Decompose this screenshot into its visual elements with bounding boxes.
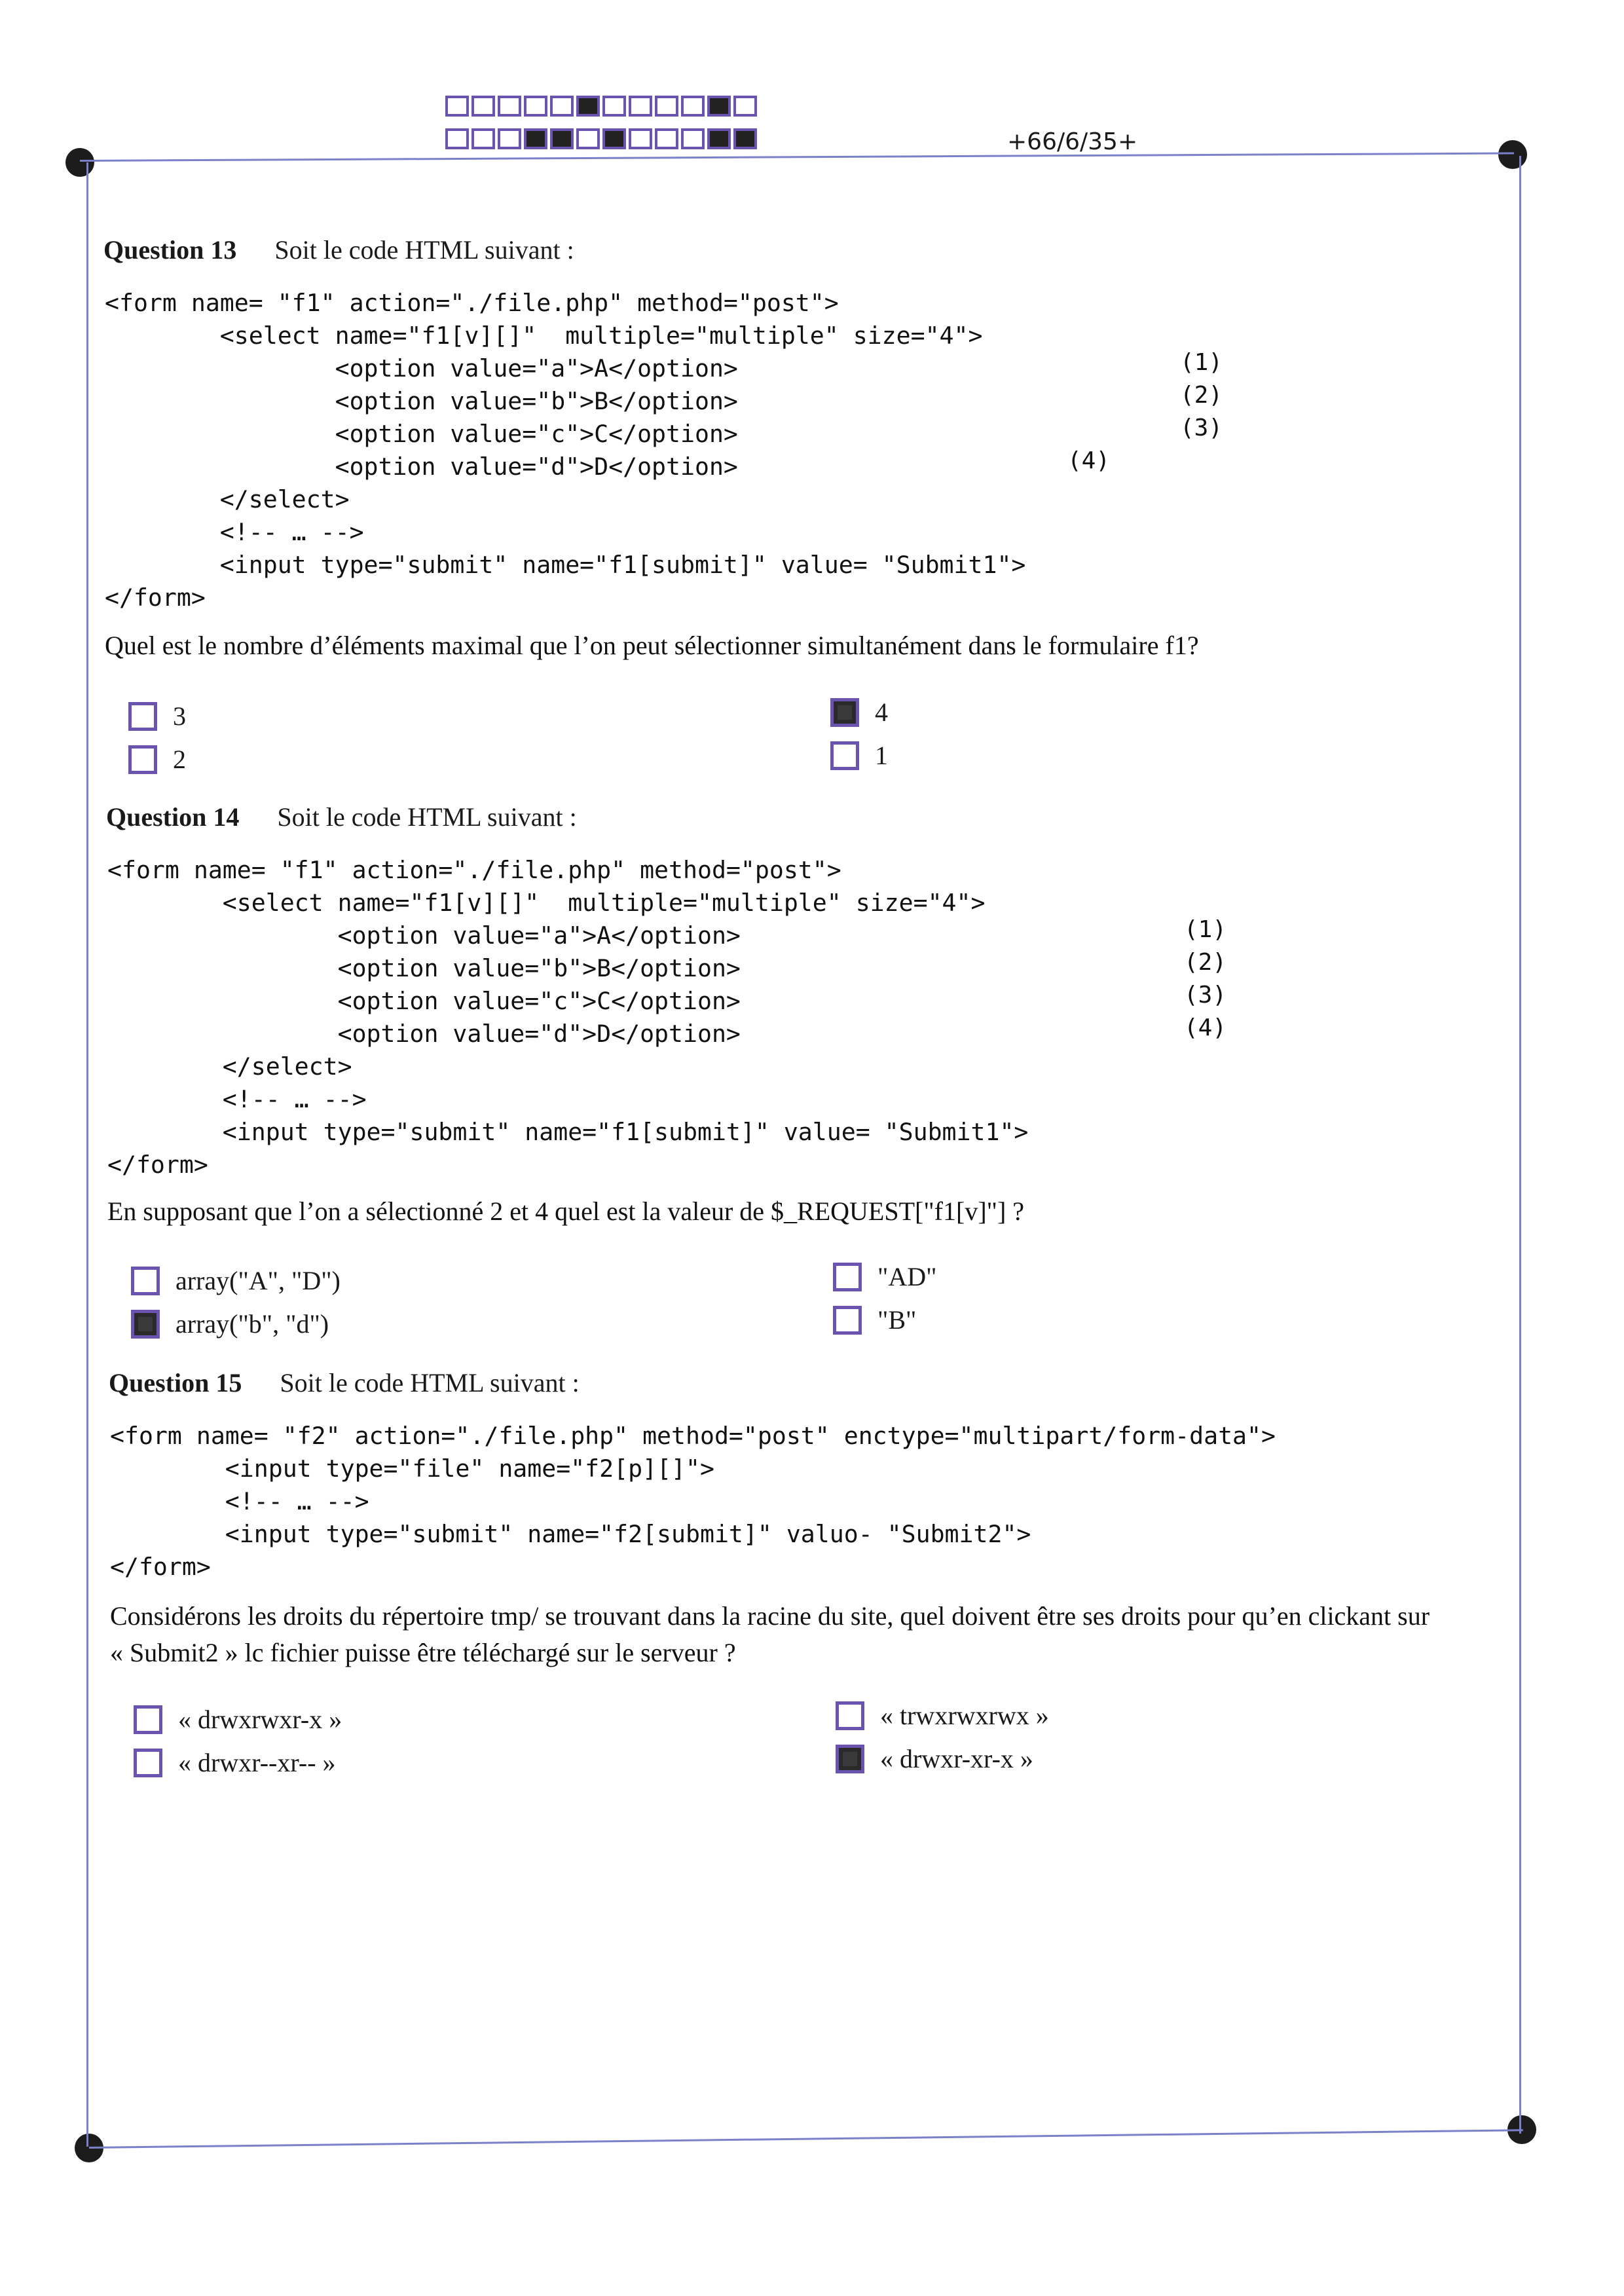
option-label: array("b", "d") [175,1309,329,1339]
question-13-prompt: Quel est le nombre d’éléments maximal que l’on peut sélectionner simultanément dans le formulaire f1? [105,631,1199,660]
barcode-cell [629,96,652,117]
option-label: "AD" [877,1262,937,1291]
checkbox[interactable] [833,1306,862,1335]
barcode-cell [498,96,521,117]
checkbox[interactable] [134,1705,162,1734]
barcode-cell [445,128,469,149]
option-marker: (2) [1180,382,1223,409]
option-marker: (1) [1180,349,1223,376]
barcode-cell [629,128,652,149]
answer-option[interactable] [836,1700,1049,1731]
barcode-cell [524,128,547,149]
barcode-cell [602,128,626,149]
barcode-cell [550,96,574,117]
barcode-cell [681,96,705,117]
question-15-prompt-line-1: Considérons les droits du répertoire tmp/ se trouvant dans la racine du site, quel doivent être ses droits pour qu’en clickant sur [110,1601,1430,1631]
checkbox[interactable] [836,1745,864,1773]
barcode-cell [576,96,600,117]
barcode-cell [550,128,574,149]
question-intro: Soit le code HTML suivant : [280,1368,580,1398]
option-label: array("A", "D") [175,1266,341,1295]
answer-option[interactable] [833,1261,936,1292]
answer-option[interactable] [830,697,888,728]
barcode-cell [707,96,731,117]
answer-option[interactable] [131,1308,329,1339]
option-label: « drwxrwxr-x » [178,1705,342,1734]
question-number: Question 15 [109,1368,242,1398]
checkbox[interactable] [830,698,859,727]
option-label: « drwxr--xr-- » [178,1748,336,1777]
barcode-cell [471,96,495,117]
barcode-cell [733,128,757,149]
checkbox[interactable] [128,745,157,774]
question-13-code: <form name= "f1" action="./file.php" method="post"> <select name="f1[v][]" multiple="multiple" size="4"> <option value="a">A</option> <option value="b">B</option> <option value="c">C</option> <option value="d">D</option> </select> <!-- … --> <input type="submit" name="f1[submit]" value= "Submit1"> </form> [105,289,1026,612]
question-14-heading [106,802,577,832]
answer-option[interactable] [128,744,186,775]
option-marker: (1) [1184,916,1227,943]
corner-mark-top-right [1498,140,1527,169]
barcode-cell [576,128,600,149]
option-marker: (3) [1180,415,1223,441]
barcode-cell [602,96,626,117]
option-label: « drwxr-xr-x » [880,1744,1033,1773]
answer-option[interactable] [833,1305,916,1335]
barcode-cell [655,128,678,149]
option-marker: (4) [1067,447,1111,474]
question-15-heading [109,1367,580,1398]
barcode-row-1 [445,96,760,117]
checkbox[interactable] [830,741,859,770]
barcode-row-2 [445,128,760,149]
barcode-cell [471,128,495,149]
checkbox[interactable] [134,1749,162,1777]
answer-option[interactable] [836,1743,1033,1774]
answer-option[interactable] [134,1704,342,1735]
frame-right [1519,156,1521,2134]
checkbox[interactable] [131,1267,160,1295]
answer-option[interactable] [128,701,186,731]
option-label: 3 [173,701,186,731]
option-label: 1 [875,741,888,770]
question-intro: Soit le code HTML suivant : [277,802,577,832]
answer-option[interactable] [134,1747,336,1778]
page-id: +66/6/35+ [1007,128,1138,155]
question-number: Question 13 [103,235,237,265]
barcode-cell [655,96,678,117]
question-14-code: <form name= "f1" action="./file.php" method="post"> <select name="f1[v][]" multiple="multiple" size="4"> <option value="a">A</option> <option value="b">B</option> <option value="c">C</option> <option value="d">D</option> </select> <!-- … --> <input type="submit" name="f1[submit]" value= "Submit1"> </form> [107,856,1029,1179]
question-13-heading [103,234,574,265]
option-marker: (3) [1184,982,1227,1009]
option-label: "B" [877,1305,917,1335]
option-marker: (2) [1184,949,1227,976]
question-15-code: <form name= "f2" action="./file.php" method="post" enctype="multipart/form-data"> <input type="file" name="f2[p][]"> <!-- … --> <input type="submit" name="f2[submit]" valuo- "Submit2"> </form> [110,1422,1276,1581]
checkbox[interactable] [128,702,157,731]
option-label: « trwxrwxrwx » [880,1701,1049,1730]
question-number: Question 14 [106,802,240,832]
checkbox[interactable] [833,1263,862,1291]
question-intro: Soit le code HTML suivant : [274,235,574,265]
checkbox[interactable] [131,1310,160,1339]
option-label: 2 [173,745,186,774]
barcode-cell [498,128,521,149]
barcode-cell [445,96,469,117]
corner-mark-top-left [65,148,94,177]
question-14-prompt: En supposant que l’on a sélectionné 2 et 4 quel est la valeur de $_REQUEST["f1[v]"] ? [107,1196,1025,1226]
barcode-cell [524,96,547,117]
answer-option[interactable] [830,740,888,771]
frame-left [86,162,88,2147]
frame-top [80,153,1514,162]
option-marker: (4) [1184,1014,1227,1041]
question-15-prompt-line-2: « Submit2 » lc fichier puisse être téléchargé sur le serveur ? [110,1638,736,1667]
answer-option[interactable] [131,1265,341,1296]
barcode-cell [733,96,757,117]
checkbox[interactable] [836,1701,864,1730]
frame-bottom [89,2129,1523,2149]
barcode-cell [681,128,705,149]
option-label: 4 [875,697,888,727]
barcode-cell [707,128,731,149]
